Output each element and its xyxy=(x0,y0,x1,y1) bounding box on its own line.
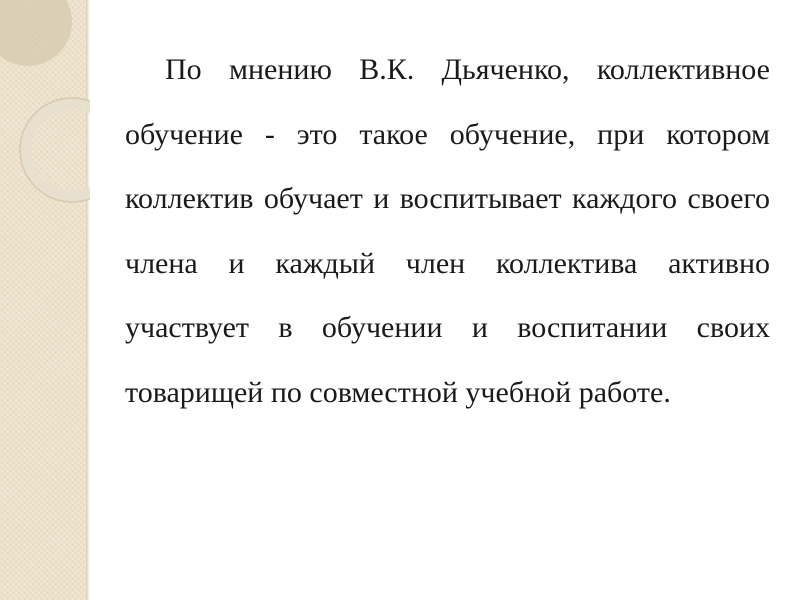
slide-body-text: По мнению В.К. Дьяченко, коллективное обучение - это такое обучение, при котором коллектив обучает и воспитывает каждого своего члена и каждый член коллектива активно участвует в обучении и воспитании своих товарищей по совместной учебной работе. xyxy=(125,53,770,409)
circle-decoration-icon xyxy=(0,0,72,66)
sidebar-decoration xyxy=(0,0,90,600)
ring-decoration-icon xyxy=(26,104,90,196)
